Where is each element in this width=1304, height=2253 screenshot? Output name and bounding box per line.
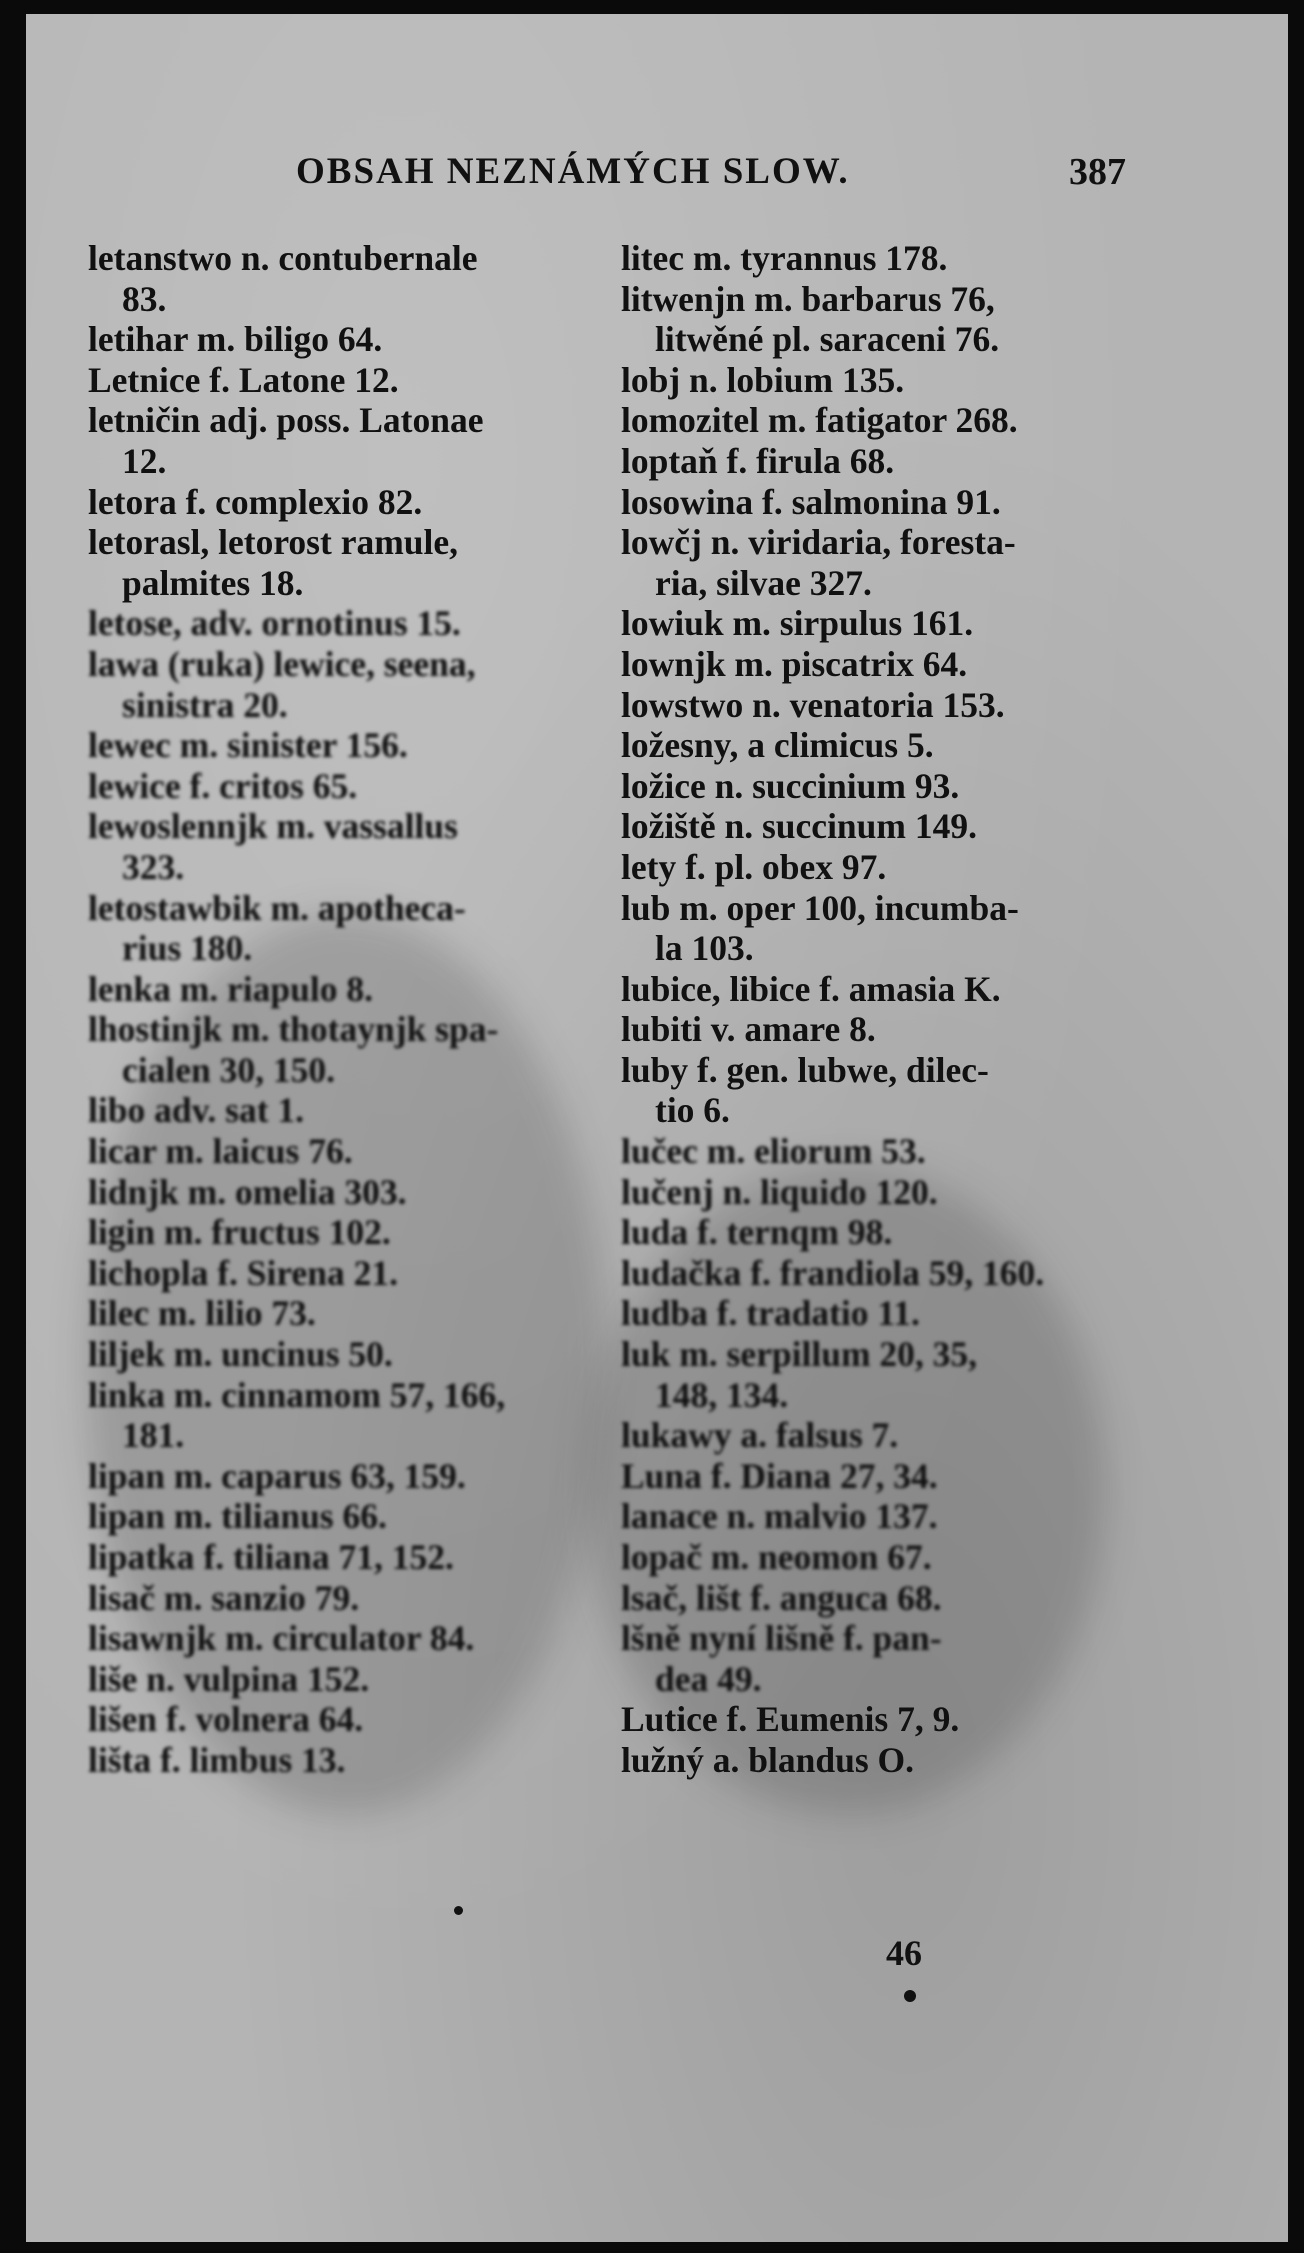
index-entry-line: litec m. tyrannus 178.: [621, 238, 948, 278]
index-entry-line: lisawnjk m. circulator 84.: [88, 1618, 475, 1659]
index-entry-line: 148, 134.: [655, 1374, 789, 1415]
index-entry-line: lopač m. neomon 67.: [621, 1537, 932, 1577]
index-entry-line: letostawbik m. apotheca-: [88, 887, 466, 928]
index-entry-line: 323.: [122, 846, 185, 887]
index-entry-line: lownjk m. piscatrix 64.: [621, 643, 968, 684]
ink-dot: [904, 1990, 916, 2002]
index-entry-line: lhostinjk m. thotaynjk spa-: [88, 1009, 499, 1050]
index-entry-line: sinistra 20.: [122, 684, 288, 725]
index-entry-line: loptaň f. firula 68.: [621, 440, 895, 481]
index-entry-line: ložesny, a climicus 5.: [621, 725, 934, 766]
index-entry-line: lsač, lišt f. anguca 68.: [621, 1577, 942, 1618]
index-entry-line: lobj n. lobium 135.: [621, 359, 905, 400]
index-entry-line: lišen f. volnera 64.: [88, 1699, 364, 1740]
index-entry-line: lanace n. malvio 137.: [621, 1496, 938, 1537]
index-entry-line: lučenj n. liquido 120.: [621, 1171, 938, 1212]
index-entry-line: letora f. complexio 82.: [88, 481, 423, 522]
index-entry-line: ludačka f. frandiola 59, 160.: [621, 1252, 1045, 1293]
book-page: [26, 14, 1288, 2242]
index-entry-line: 181.: [122, 1415, 185, 1456]
index-entry-line: tio 6.: [655, 1090, 730, 1131]
index-entry-line: linka m. cinnamom 57, 166,: [88, 1374, 506, 1415]
index-entry-line: lilec m. lilio 73.: [88, 1293, 316, 1334]
index-entry-line: lužný a. blandus O.: [621, 1739, 914, 1780]
index-entry-line: lichopla f. Sirena 21.: [88, 1252, 399, 1293]
index-entry-line: 83.: [122, 278, 167, 319]
left-column: [88, 238, 628, 1781]
index-entry-line: lipan m. tilianus 66.: [88, 1496, 387, 1537]
index-entry-line: liljek m. uncinus 50.: [88, 1334, 393, 1375]
index-entry-line: lidnjk m. omelia 303.: [88, 1171, 407, 1212]
index-entry-line: letihar m. biligo 64.: [88, 319, 383, 360]
index-entry-line: lubice, libice f. amasia K.: [621, 968, 1001, 1009]
index-entry-line: ložiště n. succinum 149.: [621, 806, 977, 847]
index-entry-line: dea 49.: [655, 1658, 762, 1699]
index-entry-line: lipan m. caparus 63, 159.: [88, 1455, 466, 1496]
index-entry-line: lawa (ruka) lewice, seena,: [88, 643, 476, 684]
index-entry-line: lukawy a. falsus 7.: [621, 1415, 899, 1456]
index-entry-line: palmites 18.: [122, 562, 304, 603]
index-entry-line: lučec m. eliorum 53.: [621, 1131, 926, 1172]
index-entry-line: lowčj n. viridaria, foresta-: [621, 522, 1016, 563]
index-entry-line: Letnice f. Latone 12.: [88, 359, 399, 400]
index-entry-line: ligin m. fructus 102.: [88, 1212, 391, 1253]
signature-mark: 46: [886, 1933, 922, 1973]
index-entry-line: luby f. gen. lubwe, dilec-: [621, 1049, 989, 1090]
index-entry-line: luda f. ternqm 98.: [621, 1212, 893, 1253]
index-entry-line: la 103.: [655, 928, 754, 969]
index-entry-line: litwenjn m. barbarus 76,: [621, 278, 995, 319]
index-entry-line: lub m. oper 100, incumba-: [621, 887, 1019, 928]
index-entry-line: luk m. serpillum 20, 35,: [621, 1334, 978, 1375]
index-entry-line: ložice n. succinium 93.: [621, 765, 960, 806]
index-entry-line: liše n. vulpina 152.: [88, 1658, 370, 1699]
index-entry-line: ria, silvae 327.: [655, 562, 872, 603]
index-entry-line: lowiuk m. sirpulus 161.: [621, 603, 974, 644]
index-entry-line: letorasl, letorost ramule,: [88, 522, 459, 563]
index-entry-line: rius 180.: [122, 928, 253, 969]
index-entry-line: litwěné pl. saraceni 76.: [655, 319, 1000, 360]
index-entry-line: libo adv. sat 1.: [88, 1090, 305, 1131]
index-entry-line: letose, adv. ornotinus 15.: [88, 603, 461, 644]
index-entry-line: letanstwo n. contubernale: [88, 238, 478, 278]
index-entry-line: lubiti v. amare 8.: [621, 1009, 876, 1050]
index-entry-line: lipatka f. tiliana 71, 152.: [88, 1537, 454, 1577]
index-entry-line: lšně nyní lišně f. pan-: [621, 1618, 942, 1659]
index-entry-line: lowstwo n. venatoria 153.: [621, 684, 1005, 725]
ink-dot: [454, 1906, 463, 1915]
index-entry-line: lewice f. critos 65.: [88, 765, 358, 806]
index-entry-line: letničin adj. poss. Latonae: [88, 400, 484, 441]
index-entry-line: ludba f. tradatio 11.: [621, 1293, 920, 1334]
index-entry-line: Luna f. Diana 27, 34.: [621, 1455, 938, 1496]
index-entry-line: Lutice f. Eumenis 7, 9.: [621, 1699, 960, 1740]
index-entry-line: lety f. pl. obex 97.: [621, 846, 887, 887]
index-entry-line: losowina f. salmonina 91.: [621, 481, 1001, 522]
index-entry-line: cialen 30, 150.: [122, 1049, 335, 1090]
page-number: 387: [1069, 151, 1126, 193]
running-title: OBSAH NEZNÁMÝCH SLOW.: [296, 151, 850, 192]
index-entry-line: lewec m. sinister 156.: [88, 725, 408, 766]
index-entry-line: 12.: [122, 440, 167, 481]
page-header: [296, 150, 1126, 210]
index-entry-line: lisač m. sanzio 79.: [88, 1577, 360, 1618]
index-entry-line: lišta f. limbus 13.: [88, 1739, 346, 1780]
right-column: [621, 238, 1261, 1781]
index-entry-line: lenka m. riapulo 8.: [88, 968, 374, 1009]
index-entry-line: licar m. laicus 76.: [88, 1131, 353, 1172]
index-entry-line: lewoslennjk m. vassallus: [88, 806, 458, 847]
index-entry-line: lomozitel m. fatigator 268.: [621, 400, 1018, 441]
